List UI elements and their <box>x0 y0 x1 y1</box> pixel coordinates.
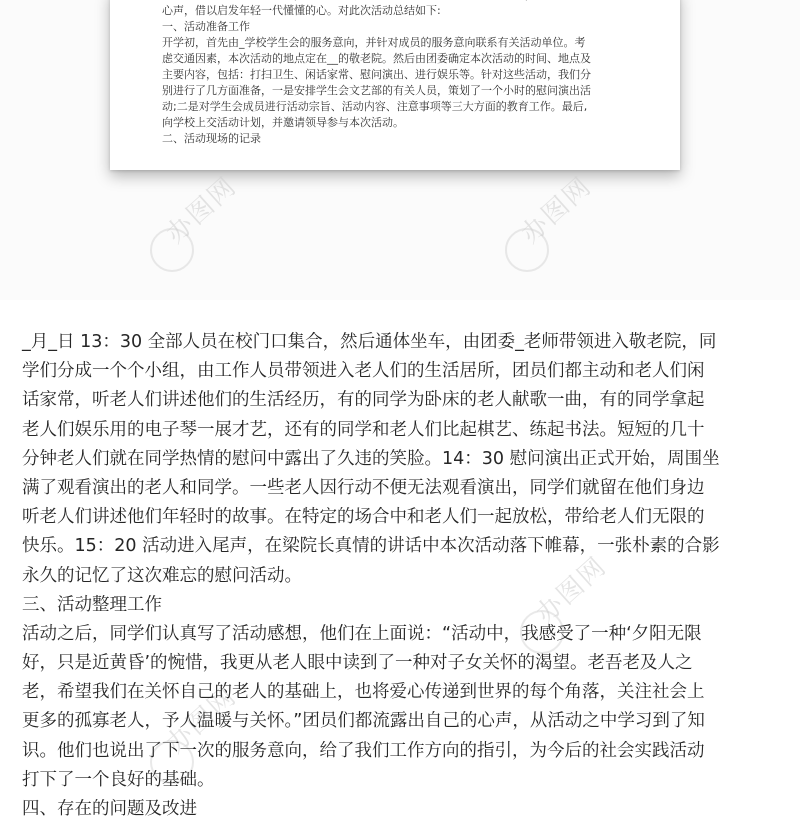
doc-line: 动;二是对学生会成员进行活动宗旨、活动内容、注意事项等三大方面的教育工作。最后, <box>162 100 588 113</box>
watermark: 办图网 <box>160 681 243 760</box>
text-line: 老人们娱乐用的电子琴一展才艺，还有的同学和老人们比起棋艺、练起书法。短短的几十 <box>22 419 705 440</box>
document-preview-card <box>110 0 680 170</box>
text-line: 学们分成一个个小组，由工作人员带领进入老人们的生活居所，团员们都主动和老人们闲 <box>22 361 705 382</box>
doc-line: 别进行了几方面准备，一是安排学生会文艺部的有关人员，策划了一个小时的慰问演出活 <box>162 84 591 97</box>
doc-heading: 二、活动现场的记录 <box>162 132 261 145</box>
text-line: 识。他们也说出了下一次的服务意向，给了我们工作方向的指引，为今后的社会实践活动 <box>22 740 705 761</box>
text-line: 活动之后，同学们认真写了活动感想，他们在上面说：“活动中，我感受了一种‘夕阳无限 <box>22 623 702 644</box>
doc-line: 开学初，首先由_学校学生会的服务意向，并针对成员的服务意向联系有关活动单位。考 <box>162 36 586 49</box>
text-line: 分钟老人们就在同学热情的慰问中露出了久违的笑脸。14：30 慰问演出正式开始，周围坐 <box>22 448 720 469</box>
text-line: 话家常，听老人们讲述他们的生活经历，有的同学为卧床的老人献歌一曲，有的同学拿起 <box>22 390 705 411</box>
text-line: _月_日 13：30 全部人员在校门口集合，然后通体坐车，由团委_老师带领进入敬老院，同 <box>22 332 717 352</box>
text-line: 永久的记忆了这次难忘的慰问活动。 <box>22 565 302 586</box>
watermark-logo-icon <box>150 228 194 272</box>
text-line: 老，希望我们在关怀自己的老人的基础上，也将爱心传递到世界的每个角落，关注社会上 <box>22 682 705 703</box>
document-body <box>22 328 782 824</box>
section-heading: 四、存在的问题及改进 <box>22 799 197 819</box>
section-heading: 三、活动整理工作 <box>22 594 162 615</box>
watermark: 办图网 <box>160 171 243 250</box>
text-line: 快乐。15：20 活动进入尾声，在梁院长真情的讲话中本次活动落下帷幕，一张朴素的合影 <box>22 536 720 557</box>
text-line: 更多的孤寡老人，予人温暖与关怀。”团员们都流露出自己的心声，从活动之中学习到了知 <box>22 711 705 732</box>
doc-line: 主要内容，包括：打扫卫生、闲话家常、慰问演出、进行娱乐等。针对这些活动，我们分 <box>162 68 591 81</box>
document-preview-text <box>162 0 662 147</box>
text-line: 好，只是近黄昏’的惋惜，我更从老人眼中读到了一种对子女关怀的渴望。老吾老及人之 <box>22 653 693 674</box>
watermark: 办图网 <box>530 551 613 630</box>
watermark: 办图网 <box>515 171 598 250</box>
doc-line: 心声，借以启发年轻一代懂懂的心。对此次活动总结如下: <box>162 4 441 17</box>
doc-heading: 一、活动准备工作 <box>162 20 250 33</box>
doc-line: 虑交通因素，本次活动的地点定在__的敬老院。然后由团委确定本次活动的时间、地点及 <box>162 52 591 65</box>
paragraph-activity-record <box>22 328 782 824</box>
text-line: 听老人们讲述他们年轻时的故事。在特定的场合中和老人们一起放松，带给老人们无限的 <box>22 507 705 528</box>
doc-line: 向学校上交活动计划，并邀请领导参与本次活动。 <box>162 116 404 129</box>
text-line: 满了观看演出的老人和同学。一些老人因行动不便无法观看演出，同学们就留在他们身边 <box>22 477 705 498</box>
watermark-logo-icon <box>505 228 549 272</box>
text-line: 打下了一个良好的基础。 <box>22 769 215 790</box>
